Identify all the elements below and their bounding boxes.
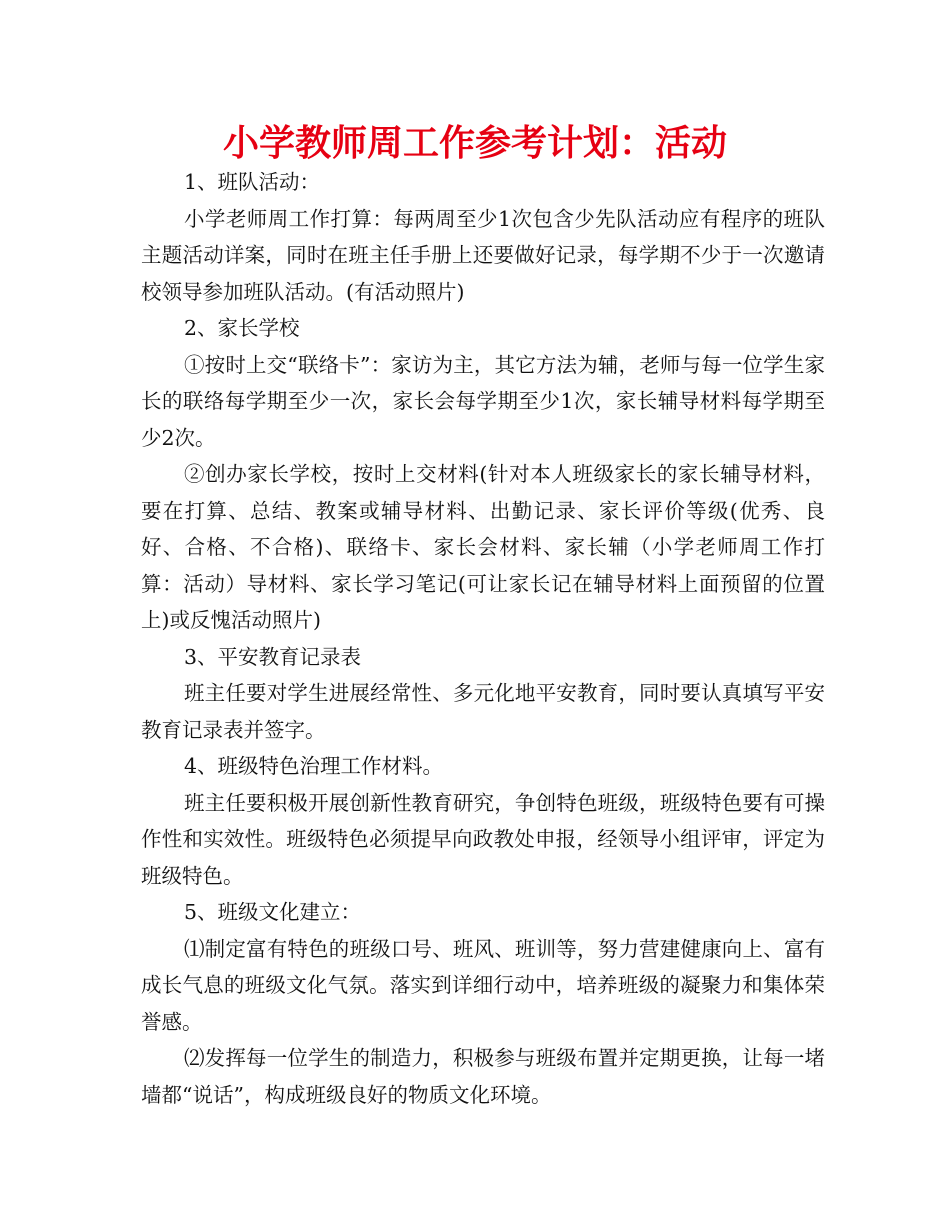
section-heading-parent-school: 2、家长学校: [184, 316, 300, 340]
paragraph-parent-school-materials: ②创办家长学校，按时上交材料(针对本人班级家长的家长辅导材料，要在打算、总结、教案或辅导材料、出勤记录、家长评价等级(优秀、良好、合格、不合格)、联络卡、家长会材料、家长辅（小学老师周工作打算：活动）导材料、家长学习笔记(可让家长记在辅导材料上面预留的位置上)或反愧活动照片): [141, 462, 825, 632]
paragraph-safety-record: 班主任要对学生进展经常性、多元化地平安教育，同时要认真填写平安教育记录表并签字。: [141, 681, 825, 742]
paragraph-class-culture-environment: ⑵发挥每一位学生的制造力，积极参与班级布置并定期更换，让每一堵墙都“说话”，构成班级良好的物质文化环境。: [141, 1046, 825, 1107]
section-heading-class-culture: 5、班级文化建立：: [184, 900, 362, 924]
section-heading-safety-record: 3、平安教育记录表: [184, 644, 362, 669]
document-title: 小学教师周工作参考计划：活动: [222, 123, 727, 164]
document-body: [141, 164, 825, 1113]
paragraph-class-activities: 小学老师周工作打算：每两周至少1次包含少先队活动应有程序的班队主题活动详案，同时在班主任手册上还要做好记录，每学期不少于一次邀请校领导参加班队活动。(有活动照片): [141, 206, 825, 304]
paragraph-class-culture-slogans: ⑴制定富有特色的班级口号、班风、班训等，努力营建健康向上、富有成长气息的班级文化气氛。落实到详细行动中，培养班级的凝聚力和集体荣誉感。: [141, 936, 825, 1034]
paragraph-contact-card: ①按时上交“联络卡”：家访为主，其它方法为辅，老师与每一位学生家长的联络每学期至少一次，家长会每学期至少1次，家长辅导材料每学期至少2次。: [141, 352, 825, 450]
section-heading-class-features: 4、班级特色治理工作材料。: [184, 754, 444, 778]
paragraph-class-features: 班主任要积极开展创新性教育研究，争创特色班级，班级特色要有可操作性和实效性。班级特色必须提早向政教处申报，经领导小组评审，评定为班级特色。: [141, 790, 825, 888]
section-heading-class-activities: 1、班队活动：: [184, 170, 321, 194]
